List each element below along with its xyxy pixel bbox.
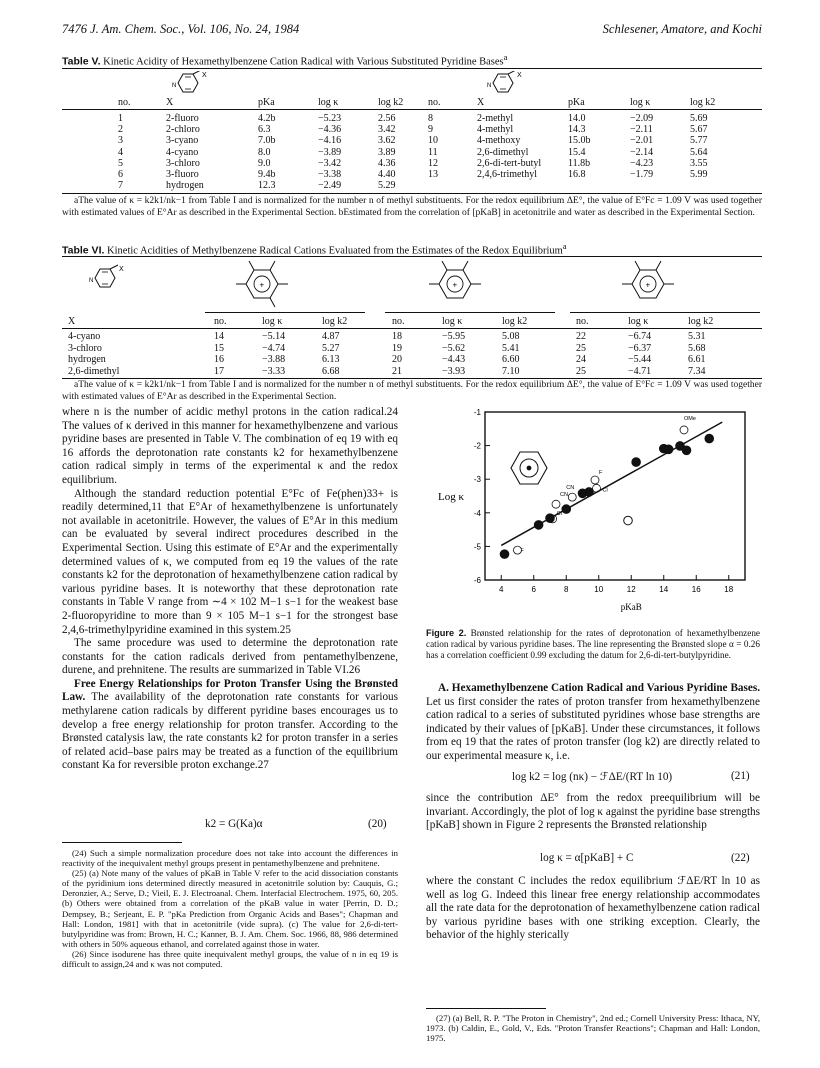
table6-footnote: aThe value of κ = k2k1/nk−1 from Table I and is normalized for the number n of methyl substituents. For the redox equilibrium ΔE°, the value of E°Fc = 1.09 V was used together with estimated values of E°Ar as described in the Experimental Section. [62,380,762,402]
table6-cell: 22 [576,331,586,342]
substituent-label: Cl [602,487,608,494]
right-column-section-a [426,682,760,764]
table6-top-rule [62,256,762,257]
table6-cell: 5.27 [322,342,340,354]
table5-cell: 3.62 [378,135,396,147]
x-tick-label: 14 [659,585,669,594]
pyridine-structure-t6 [82,264,132,294]
table6-cell: −5.95 [442,331,466,342]
svg-text:+: + [452,280,458,290]
right-column-p3 [426,875,760,943]
table6-cell: −6.74 [628,331,652,342]
y-tick-label: -5 [473,542,481,552]
table5-bottom-rule [62,193,762,194]
section-heading: A. Hexamethylbenzene Cation Radical and Various Pyridine Bases. [438,682,760,694]
svg-text:N: N [89,278,94,284]
left-column-text [62,406,398,773]
equation-22-number: (22) [731,852,750,864]
right-references [426,1013,760,1043]
table6-cell: 14 [214,331,224,342]
table5-header-cell: log κ [318,97,339,108]
table5-cell: 11.8b [568,157,591,169]
data-point [562,505,571,514]
y-tick-label: -4 [473,508,481,518]
table5-cell: −4.23 [630,157,654,169]
paragraph: since the contribution ΔE° from the redox preequilibrium will be invariant. Accordingly, the plot of log κ against the pyridine base strengths [pKaB] shown in Figure 2 represents the Brønsted relationship [426,792,760,832]
table6-cell: −3.88 [262,354,286,365]
prehnitene-cation-icon [618,258,678,310]
table6-header-cell: log κ [442,316,463,327]
table5-cell: 4-methoxy [477,135,521,147]
table6-bottom-rule [62,378,762,379]
table6-cell: −5.44 [628,354,652,365]
paragraph: where the constant C includes the redox equilibrium ℱΔE/RT ln 10 as well as log G. Indeed this linear free energy relationship accommodates all the rate data for the deprotonation of hexamethylbenzene cation radical by various pyridine bases with one striking exception. Clearly, the behavior of the highly sterically [426,875,760,942]
equation-21: log k2 = log (nκ) − ℱΔE/(RT ln 10) [512,771,673,783]
table6-cell: 15 [214,342,224,354]
pentamethylbenzene-cation-icon [232,258,292,310]
y-tick-label: -6 [473,576,481,585]
x-tick-label: 6 [531,585,536,594]
table5-cell: 2-fluoro [166,113,199,124]
reference-27: (27) (a) Bell, R. P. "The Proton in Chemistry", 2nd ed.; Cornell University Press: Ithaca, NY, 1973. (b) Caldin, E., Gold, V., Eds. "Proton Transfer Reactions"; Chapman and Hall: London, 1975. [426,1013,760,1044]
table6-cell: −4.43 [442,354,466,365]
table6-cell: 25 [576,342,586,354]
svg-text:N: N [487,83,492,89]
table5-cell: −1.79 [630,169,654,180]
table5-cell: 15.4 [568,146,586,158]
table6-cell: 5.31 [688,331,706,342]
y-tick-label: -3 [473,475,481,485]
equation-21-number: (21) [731,770,750,782]
durene-cation-icon [425,258,485,310]
left-references [62,848,398,969]
pyridine-glyph-icon [680,426,688,434]
svg-text:X: X [517,72,522,79]
table5-cell: 5.77 [690,135,708,147]
table5-cell: 4.2b [258,113,276,124]
table5-caption: Table V. Kinetic Acidity of Hexamethylbenzene Cation Radical with Various Substituted Pyridine Bases$^a$ [62,52,508,68]
table6-cell: 3-chloro [68,342,102,354]
table6-cell: −4.74 [262,342,286,354]
table5-cell: hydrogen [166,180,204,192]
table6-header-rule [62,328,762,329]
table5-cell: 2,6-dimethyl [477,146,529,158]
table5-cell: 5.99 [690,169,708,180]
table5-cell: −3.38 [318,169,342,180]
pyridine-glyph-icon [552,500,560,508]
figure2-bronsted-plot [420,400,760,630]
table5-cell: 9 [428,124,433,136]
table5-cell: 5.29 [378,180,396,192]
table5-cell: 14.0 [568,113,586,124]
svg-text:N: N [172,83,177,89]
table6-cell: 4-cyano [68,331,101,342]
table6-cell: −3.33 [262,365,286,377]
table5-cell: 2.56 [378,113,396,124]
table5-cell: 2-methyl [477,113,514,124]
table5-header-cell: no. [118,97,131,108]
table6-group1-rule [205,312,365,313]
table5-top-rule [62,68,762,69]
table6-cell: 4.87 [322,331,340,342]
table6-cell: 6.61 [688,354,706,365]
x-tick-label: 18 [724,585,734,594]
hmb-cation-dot-icon [527,466,532,471]
table5-cell: 4 [118,146,123,158]
table5-cell: 4.40 [378,169,396,180]
substituent-label: CN [566,485,575,492]
footnote-separator [62,842,182,843]
table5-cell: 3-cyano [166,135,199,147]
footnote-separator [426,1008,546,1009]
table6-header-cell: log k2 [322,316,348,327]
svg-text:+: + [259,280,265,290]
table5-cell: 2-chloro [166,124,200,136]
paragraph: A. Hexamethylbenzene Cation Radical and Various Pyridine Bases. Let us first consider the rates of proton transfer from hexamethylbenzene cation radical to a series of substituted pyridines whose base strengths are indicated by their values of [pKaB]. Under these circumstances, it follows from eq 19 that the rates of proton transfer (log k2) are directly related to our experimental measure κ, i.e. [426,682,760,762]
table5-cell: 8.0 [258,146,271,158]
table6-cell: 17 [214,365,224,377]
table5-header-cell: log k2 [690,97,716,108]
figure2-caption: Figure 2. Brønsted relationship for the rates of deprotonation of hexamethylbenzene cation radical by various pyridine bases. The line representing the Brønsted slope α = 0.26 has a correlation coefficient 0.99 excluding the datum for 2,6-di-tert-butylpyridine. [426,628,760,660]
svg-text:+: + [645,280,651,290]
pyridine-glyph-icon [593,484,601,492]
y-tick-label: -1 [473,408,481,417]
table6-group3-rule [570,312,760,313]
data-point [624,516,633,525]
table5-cell: 11 [428,146,438,158]
table5-cell: 8 [428,113,433,124]
paragraph: where n is the number of acidic methyl protons in the cation radical.24 The values of κ derived in this manner for hexamethylbenzene and various pyridine bases are presented in Table V. The combination of eq 19 with eq 16 affords the deprotonation rate constants k2 for hexamethylbenzene cation radical simply in terms of the experimental κ and the redox equilibrium. [62,406,398,486]
pyridine-glyph-icon [568,493,576,501]
table5-cell: 12.3 [258,180,276,192]
data-point [534,521,543,530]
table5-cell: 15.0b [568,135,591,147]
table5-cell: 3-chloro [166,157,200,169]
table6-cell: 16 [214,354,224,365]
table5-cell: −3.42 [318,157,342,169]
substituent-label: OMe [684,415,696,422]
equation-20: k2 = G(Ka)α [205,818,263,830]
table6-caption: Table VI. Kinetic Acidities of Methylbenzene Radical Cations Evaluated from the Estimates of the Redox Equilibrium$^a$ [62,241,567,257]
table5-cell: 3 [118,135,123,147]
table5-cell: 10 [428,135,438,147]
authors: Schlesener, Amatore, and Kochi [602,22,762,36]
x-tick-label: 4 [499,585,504,594]
table6-header-cell: no. [576,316,589,327]
substituent-label: F [599,469,603,476]
table6-cell: 24 [576,354,586,365]
table5-cell: −4.36 [318,124,342,136]
data-point [682,446,691,455]
table6-cell: −5.62 [442,342,466,354]
table6-cell: −4.71 [628,365,652,377]
reference-24: (24) Such a simple normalization procedure does not take into account the differences in reactivity of the inequivalent methyl groups present in pentamethylbenzene and prehnitene. [62,848,398,869]
paragraph: Free Energy Relationships for Proton Transfer Using the Brønsted Law. The availability of the deprotonation rate constants for various methylarene cation radicals by different pyridine bases encourages us to develop a free energy relationship for proton transfer. According to the Brønsted catalysis law, the rate constants k2 for proton transfer in a series of related acid–base pairs may be treated as a function of the equilibrium constant Ka for reversible proton exchange.27 [62,677,398,772]
pyridine-structure-right [480,71,530,97]
pyridine-structure-left [165,71,215,97]
table6-cell: −3.93 [442,365,466,377]
table5-cell: 2 [118,124,123,136]
table6-cell: 6.60 [502,354,520,365]
table6-cell: 7.34 [688,365,706,377]
data-point [585,488,594,497]
table5-cell: −2.14 [630,146,654,158]
y-tick-label: -2 [473,441,481,451]
right-column-p2 [426,792,760,833]
table5-cell: 13 [428,169,438,180]
table5-cell: −2.11 [630,124,653,136]
substituent-label: CN [560,492,568,499]
x-tick-label: 10 [594,585,604,594]
table6-cell: 7.10 [502,365,520,377]
substituent-label: F [520,548,524,555]
table5-cell: 6.3 [258,124,271,136]
table5-cell: 3.55 [690,157,708,169]
table5-header-cell: pKa [568,97,585,108]
table6-header-cell: log k2 [688,316,714,327]
data-point [664,445,673,454]
table5-cell: 4-methyl [477,124,514,136]
table6-cell: −5.14 [262,331,286,342]
y-axis-label: Log κ [438,491,465,503]
table5-cell: −5.23 [318,113,342,124]
table5-cell: −2.49 [318,180,342,192]
x-tick-label: 12 [626,585,636,594]
paragraph: The same procedure was used to determine the deprotonation rate constants for the cation radicals derived from pentamethylbenzene, durene, and prehnitene. The results are summarized in Table VI.26 [62,637,398,677]
x-tick-label: 8 [564,585,569,594]
table6-cell: 2,6-dimethyl [68,365,120,377]
data-point [705,434,714,443]
table5-cell: 3.89 [378,146,396,158]
journal-citation: 7476 J. Am. Chem. Soc., Vol. 106, No. 24, 1984 [62,22,300,36]
table5-cell: −4.16 [318,135,342,147]
table5-header-cell: pKa [258,97,275,108]
table5-cell: 7 [118,180,123,192]
section-heading: Free Energy Relationships for Proton Transfer Using the Brønsted Law. [62,677,398,704]
table5-cell: 1 [118,113,123,124]
table6-header-cell: log κ [262,316,283,327]
table5-cell: −2.01 [630,135,654,147]
table5-cell: 4-cyano [166,146,199,158]
table5-cell: 5.67 [690,124,708,136]
svg-text:X: X [119,266,124,273]
table6-header-cell: no. [392,316,405,327]
table6-header-cell: log k2 [502,316,528,327]
table5-cell: −2.09 [630,113,654,124]
table5-cell: −3.89 [318,146,342,158]
substituent-label: Cl [556,510,562,517]
table5-header-cell: log k2 [378,97,404,108]
table6-cell: hydrogen [68,354,106,365]
table5-footnote: aThe value of κ = k2k1/nk−1 from Table I and is normalized for the number n of methyl substituents. For the redox equilibrium ΔE°, the value of E°Fc = 1.09 V was used together with estimated values of E°Ar as described in the Experimental Section. bEstimated from the correlation of [pKaB] in acetonitrile and water as described in the Experimental Section. [62,196,762,218]
table6-cell: 21 [392,365,402,377]
table5-cell: 3-fluoro [166,169,199,180]
reference-25: (25) (a) Note many of the values of pKaB in Table V refer to the acid dissociation constants of the pyridinium ions determined directly measured in acetonitrile solution by: Cauquis, G.; Deronzier, A.; Serve, D.; Vieil, E. J. Electroanal. Chem. Interfacial Electrochem. 1975, 60, 205. (b) Others were obtained from a correlation of the pKaB value in water [Perrin, D. D.; Dempsey, B.; Serjeant, E. P. "pKa Prediction from Organic Acids and Bases"; Chapman and Hall: London, 1981] with that in acetonitrile (vide supra). (c) The value for 2,6-di-tert-butylpyridine was from: Brown, H. C.; Kanner, B. J. Am. Chem. Soc. 1966, 88, 986 determined with others in 50% aqueous ethanol, and correlated against those in water. [62,868,398,949]
table6-cell: 6.68 [322,365,340,377]
x-axis-label: pKaB [620,602,642,612]
table6-cell: 5.41 [502,342,520,354]
x-tick-label: 16 [691,585,701,594]
table5-header-rule [62,109,762,110]
reference-26: (26) Since isodurene has three quite inequivalent methyl groups, the value of n in eq 19 is difficult to assign,24 and κ was not computed. [62,948,398,970]
table5-cell: 16.8 [568,169,586,180]
data-point [500,550,509,559]
table6-header-cell: log κ [628,316,649,327]
table6-cell: 6.13 [322,354,340,365]
table5-cell: 6 [118,169,123,180]
table5-header-cell: X [477,97,485,108]
table6-cell: 20 [392,354,402,365]
equation-22: log κ = α[pKaB] + C [540,852,634,864]
paragraph: Although the standard reduction potential E°Fc of Fe(phen)33+ is readily determined,11 that E°Ar of hexamethylbenzene is unfortunately not available in acetonitrile. However, the values of E°Ar in this medium can be evaluated by several indirect procedures described in the Experimental Section. Using this estimate of E°Ar and the experimentally determined values of κ, we computed from eq 19 the values of the rate constants k2 for the deprotonation of hexamethylbenzene cation radical by various pyridine bases. It is noteworthy that these deprotonation rate constants in Table V range from ∼4 × 102 M−1 s−1 for the weakest base 2-fluoropyridine to more than 9 × 105 M−1 s−1 for the strongest base 2,4,6-trimethylpyridine examined in this system.25 [62,487,398,636]
table6-group2-rule [385,312,555,313]
table5-cell: 4.36 [378,157,396,169]
table5-header-cell: log κ [630,97,651,108]
table5-cell: 9.4b [258,169,276,180]
table6-cell: 19 [392,342,402,354]
running-header [62,22,762,38]
table5-cell: 9.0 [258,157,271,169]
table5-header-cell: no. [428,97,441,108]
equation-20-number: (20) [368,818,387,830]
table5-cell: 5.69 [690,113,708,124]
pyridine-glyph-icon [591,476,599,484]
table6-cell: 5.68 [688,342,706,354]
table5-cell: 2,4,6-trimethyl [477,169,537,180]
table6-cell: 25 [576,365,586,377]
table5-cell: 5.64 [690,146,708,158]
table6-header-cell: X [68,316,76,327]
svg-text:X: X [202,72,207,79]
table6-header-cell: no. [214,316,227,327]
table6-cell: 5.08 [502,331,520,342]
table5-cell: 12 [428,157,438,169]
table5-cell: 14.3 [568,124,586,136]
table5-cell: 3.42 [378,124,396,136]
table5-header-cell: X [166,97,174,108]
table6-cell: 18 [392,331,402,342]
table5-cell: 5 [118,157,123,169]
table5-cell: 2,6-di-tert-butyl [477,157,542,169]
table5-cell: 7.0b [258,135,276,147]
data-point [632,458,641,467]
table6-cell: −6.37 [628,342,652,354]
